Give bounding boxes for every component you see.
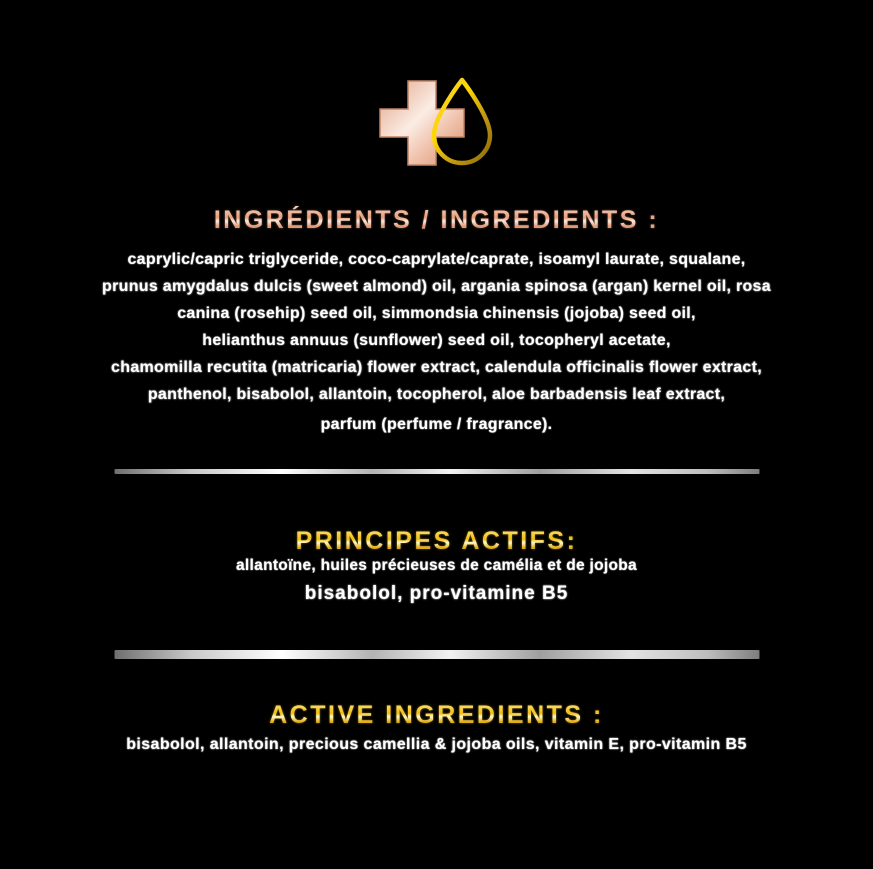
ingredients-title: INGRÉDIENTS / INGREDIENTS : <box>0 206 873 235</box>
principes-actifs-text: allantoïne, huiles précieuses de camélia et de jojoba <box>236 557 637 574</box>
brand-logo <box>376 74 498 170</box>
silver-divider <box>114 469 759 474</box>
cross-and-drop-icon <box>376 74 498 170</box>
ingredients-line: caprylic/capric triglyceride, coco-caprylate/caprate, isoamyl laurate, squalane, <box>127 251 746 268</box>
ingredients-line: canina (rosehip) seed oil, simmondsia chinensis (jojoba) seed oil, <box>177 305 696 322</box>
silver-divider <box>114 650 759 659</box>
active-ingredients-title: ACTIVE INGREDIENTS : <box>0 701 873 730</box>
ingredients-line: parfum (perfume / fragrance). <box>320 416 553 433</box>
ingredients-line: panthenol, bisabolol, allantoin, tocopherol, aloe barbadensis leaf extract, <box>147 386 726 403</box>
ingredients-line: chamomilla recutita (matricaria) flower extract, calendula officinalis flower extract, <box>111 359 762 376</box>
principes-actifs-bold-text: bisabolol, pro-vitamine B5 <box>304 583 569 604</box>
ingredients-line: prunus amygdalus dulcis (sweet almond) oil, argania spinosa (argan) kernel oil, rosa <box>102 278 771 295</box>
ingredients-line: helianthus annuus (sunflower) seed oil, tocopheryl acetate, <box>202 332 671 349</box>
ingredients-text <box>0 246 873 438</box>
principes-actifs-title: PRINCIPES ACTIFS: <box>0 527 873 556</box>
active-ingredients-text: bisabolol, allantoin, precious camellia & jojoba oils, vitamin E, pro-vitamin B5 <box>126 736 747 753</box>
